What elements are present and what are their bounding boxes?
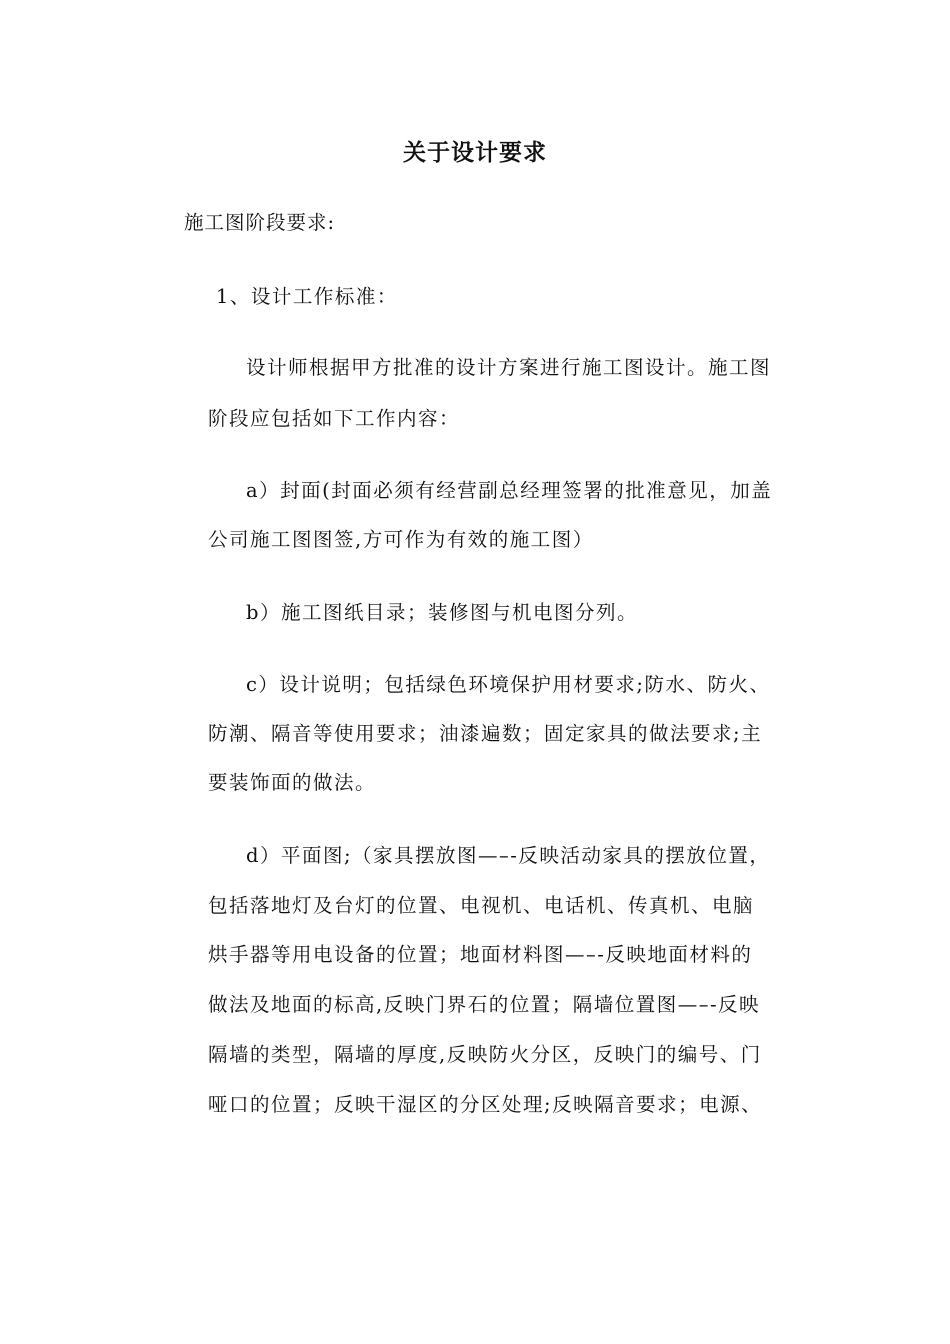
paragraph-line: 烘手器等用电设备的位置；地面材料图—–-反映地面材料的 — [208, 943, 753, 966]
paragraph-line: d）平面图;（家具摆放图—–-反映活动家具的摆放位置， — [246, 844, 771, 867]
paragraph-line: a）封面(封面必须有经营副总经理签署的批准意见，加盖 — [246, 479, 773, 502]
item-heading: 1、设计工作标准： — [216, 285, 398, 308]
paragraph-line: b）施工图纸目录；装修图与机电图分列。 — [246, 601, 638, 624]
paragraph-line: 阶段应包括如下工作内容： — [208, 407, 461, 430]
document-title: 关于设计要求 — [403, 140, 547, 166]
paragraph-line: 设计师根据甲方批准的设计方案进行施工图设计。施工图 — [246, 356, 772, 379]
paragraph-line: 要装饰面的做法。 — [208, 771, 377, 794]
paragraph-line: 防潮、隔音等使用要求；油漆遍数；固定家具的做法要求;主 — [208, 722, 763, 745]
paragraph-line: 公司施工图图签,方可作为有效的施工图） — [208, 528, 594, 551]
paragraph-line: 哑口的位置；反映干湿区的分区处理;反映隔音要求；电源、 — [208, 1093, 763, 1116]
paragraph-line: c）设计说明；包括绿色环境保护用材要求;防水、防火、 — [246, 673, 771, 696]
paragraph-line: 做法及地面的标高,反映门界石的位置；隔墙位置图—–-反映 — [208, 993, 761, 1016]
paragraph-line: 包括落地灯及台灯的位置、电视机、电话机、传真机、电脑 — [208, 894, 755, 917]
paragraph-line: 隔墙的类型，隔墙的厚度,反映防火分区，反映门的编号、门 — [208, 1043, 762, 1066]
section-heading: 施工图阶段要求: — [184, 211, 336, 234]
